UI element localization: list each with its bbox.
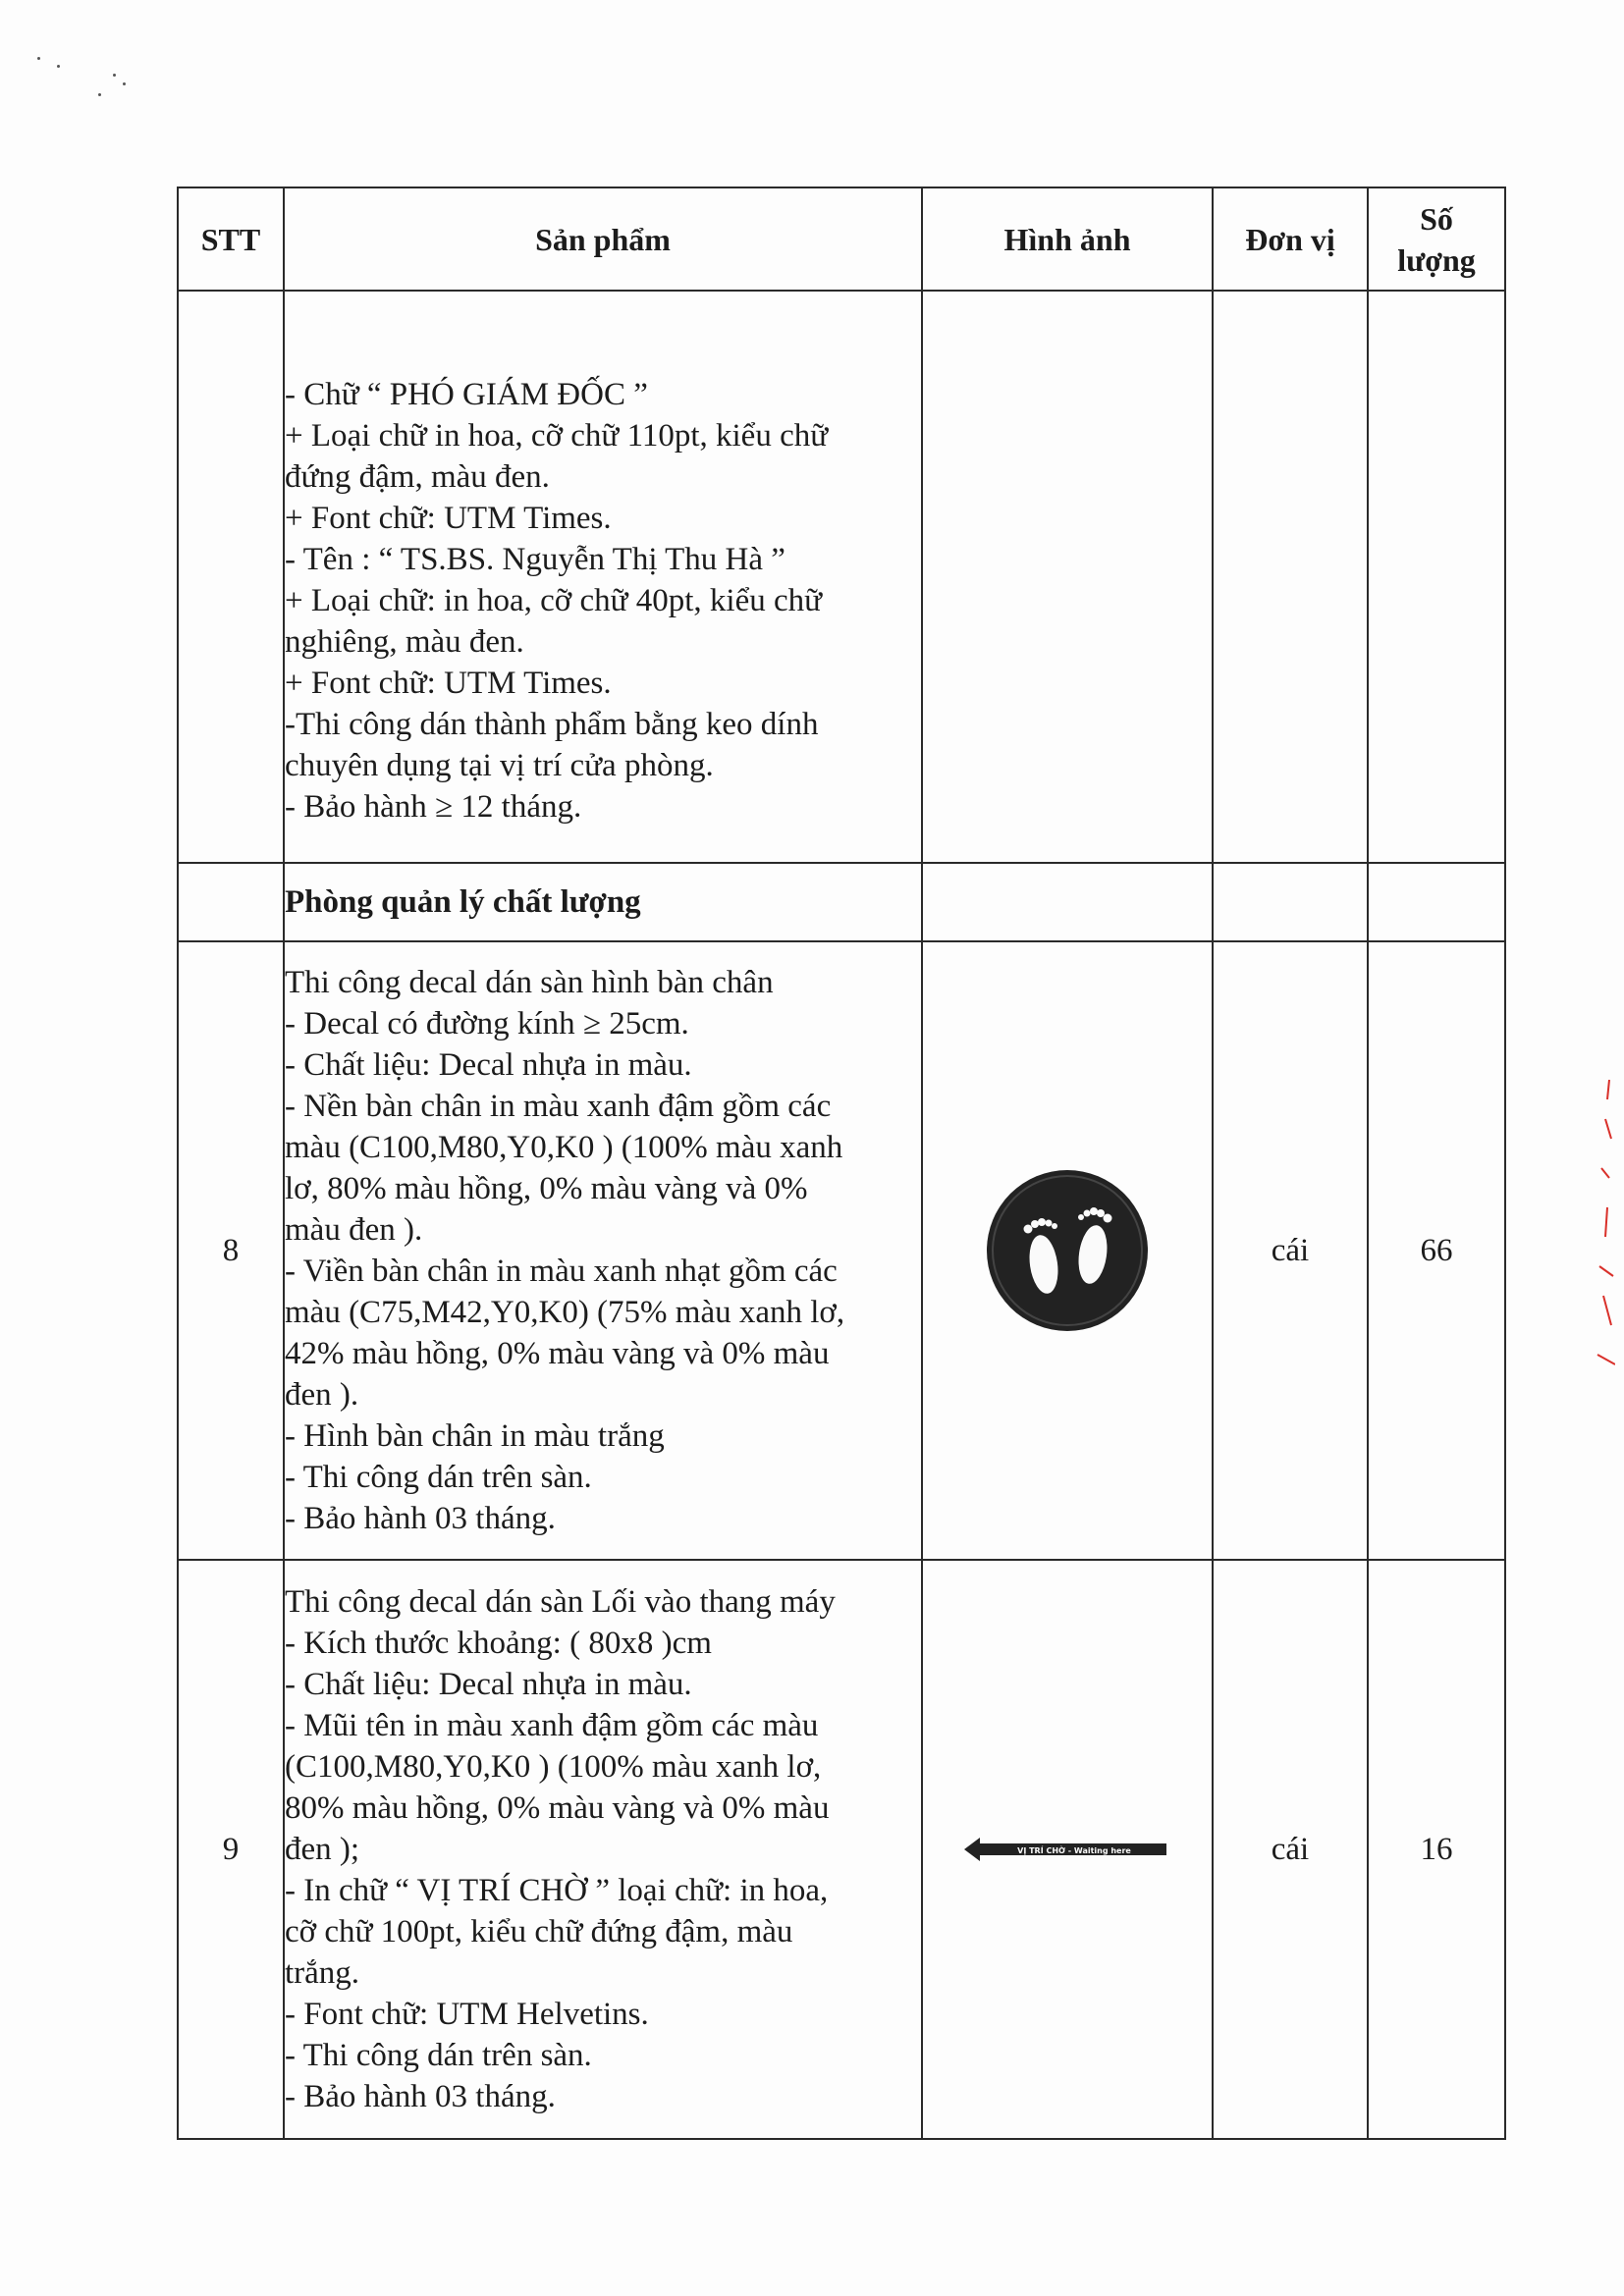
desc-line: + Font chữ: UTM Times. — [285, 666, 612, 701]
header-unit: Đơn vị — [1213, 187, 1368, 291]
section-image — [922, 863, 1213, 941]
cont-image — [922, 291, 1213, 863]
desc-line: cỡ chữ 100pt, kiểu chữ đứng đậm, màu — [285, 1914, 793, 1949]
desc-line: - Bảo hành 03 tháng. — [285, 1501, 556, 1536]
section-title: Phòng quản lý chất lượng — [284, 863, 922, 941]
cont-description — [284, 291, 922, 863]
desc-line: lơ, 80% màu hồng, 0% màu vàng và 0% — [285, 1171, 808, 1206]
row8-image — [922, 941, 1213, 1560]
desc-line: nghiêng, màu đen. — [285, 624, 524, 660]
desc-line: đứng đậm, màu đen. — [285, 459, 550, 495]
desc-line: + Loại chữ: in hoa, cỡ chữ 40pt, kiểu chữ — [285, 583, 822, 618]
desc-line: - Bảo hành ≥ 12 tháng. — [285, 789, 582, 825]
desc-line: - Tên : “ TS.BS. Nguyễn Thị Thu Hà ” — [285, 542, 785, 577]
row8-stt: 8 — [178, 941, 284, 1560]
row9-qty: 16 — [1368, 1560, 1505, 2139]
header-stt: STT — [178, 187, 284, 291]
desc-line: 80% màu hồng, 0% màu vàng và 0% màu — [285, 1790, 830, 1826]
cont-unit — [1213, 291, 1368, 863]
header-product: Sản phẩm — [284, 187, 922, 291]
desc-line: -Thi công dán thành phẩm bằng keo dính — [285, 707, 819, 742]
desc-line: Thi công decal dán sàn hình bàn chân — [285, 965, 774, 1000]
row9-image — [922, 1560, 1213, 2139]
desc-line: trắng. — [285, 1955, 360, 1991]
desc-line: + Font chữ: UTM Times. — [285, 501, 612, 536]
row8-qty: 66 — [1368, 941, 1505, 1560]
header-qty-line1: Số — [1420, 200, 1453, 237]
desc-line: chuyên dụng tại vị trí cửa phòng. — [285, 748, 714, 783]
desc-line: (C100,M80,Y0,K0 ) (100% màu xanh lơ, — [285, 1749, 822, 1785]
desc-line: - Chất liệu: Decal nhựa in màu. — [285, 1667, 692, 1702]
row9-description — [284, 1560, 922, 2139]
desc-line: - Chữ “ PHÓ GIÁM ĐỐC ” — [285, 377, 648, 412]
desc-line: 42% màu hồng, 0% màu vàng và 0% màu — [285, 1336, 830, 1371]
cont-stt — [178, 291, 284, 863]
section-row — [178, 863, 1505, 941]
section-unit — [1213, 863, 1368, 941]
desc-line: màu đen ). — [285, 1212, 423, 1248]
footprints-icon — [985, 1168, 1150, 1333]
desc-line: - Thi công dán trên sàn. — [285, 1460, 592, 1495]
desc-line: - Nền bàn chân in màu xanh đậm gồm các — [285, 1089, 832, 1124]
table-header-row — [178, 187, 1505, 291]
desc-line: Thi công decal dán sàn Lối vào thang máy — [285, 1584, 836, 1620]
header-image: Hình ảnh — [922, 187, 1213, 291]
desc-line: - Kích thước khoảng: ( 80x8 )cm — [285, 1626, 712, 1661]
desc-line: đen ). — [285, 1377, 359, 1413]
row9-unit: cái — [1213, 1560, 1368, 2139]
row8-unit: cái — [1213, 941, 1368, 1560]
table-row-continued — [178, 291, 1505, 863]
arrow-label: VỊ TRÍ CHỜ - Waiting here — [1017, 1846, 1131, 1855]
row9-stt: 9 — [178, 1560, 284, 2139]
desc-line: - Viền bàn chân in màu xanh nhạt gồm các — [285, 1254, 838, 1289]
arrow-left-icon — [964, 1835, 1170, 1864]
desc-line: - Bảo hành 03 tháng. — [285, 2079, 556, 2114]
header-qty-line2: lượng — [1397, 241, 1476, 278]
header-qty — [1368, 187, 1505, 291]
section-stt — [178, 863, 284, 941]
desc-line: - Font chữ: UTM Helvetins. — [285, 1997, 649, 2032]
desc-line: màu (C75,M42,Y0,K0) (75% màu xanh lơ, — [285, 1295, 845, 1330]
stamp-fragment — [1596, 1080, 1615, 1374]
product-table — [177, 187, 1506, 2140]
row8-description — [284, 941, 922, 1560]
desc-line: - Thi công dán trên sàn. — [285, 2038, 592, 2073]
desc-line: đen ); — [285, 1832, 360, 1867]
desc-line: - Hình bàn chân in màu trắng — [285, 1418, 665, 1454]
table-row-8 — [178, 941, 1505, 1560]
desc-line: - Chất liệu: Decal nhựa in màu. — [285, 1047, 692, 1083]
desc-line: - In chữ “ VỊ TRÍ CHỜ ” loại chữ: in hoa, — [285, 1873, 829, 1908]
table-row-9 — [178, 1560, 1505, 2139]
section-qty — [1368, 863, 1505, 941]
desc-line: + Loại chữ in hoa, cỡ chữ 110pt, kiểu chữ — [285, 418, 829, 454]
cont-qty — [1368, 291, 1505, 863]
desc-line: - Mũi tên in màu xanh đậm gồm các màu — [285, 1708, 819, 1743]
desc-line: - Decal có đường kính ≥ 25cm. — [285, 1006, 689, 1041]
desc-line: màu (C100,M80,Y0,K0 ) (100% màu xanh — [285, 1130, 843, 1165]
